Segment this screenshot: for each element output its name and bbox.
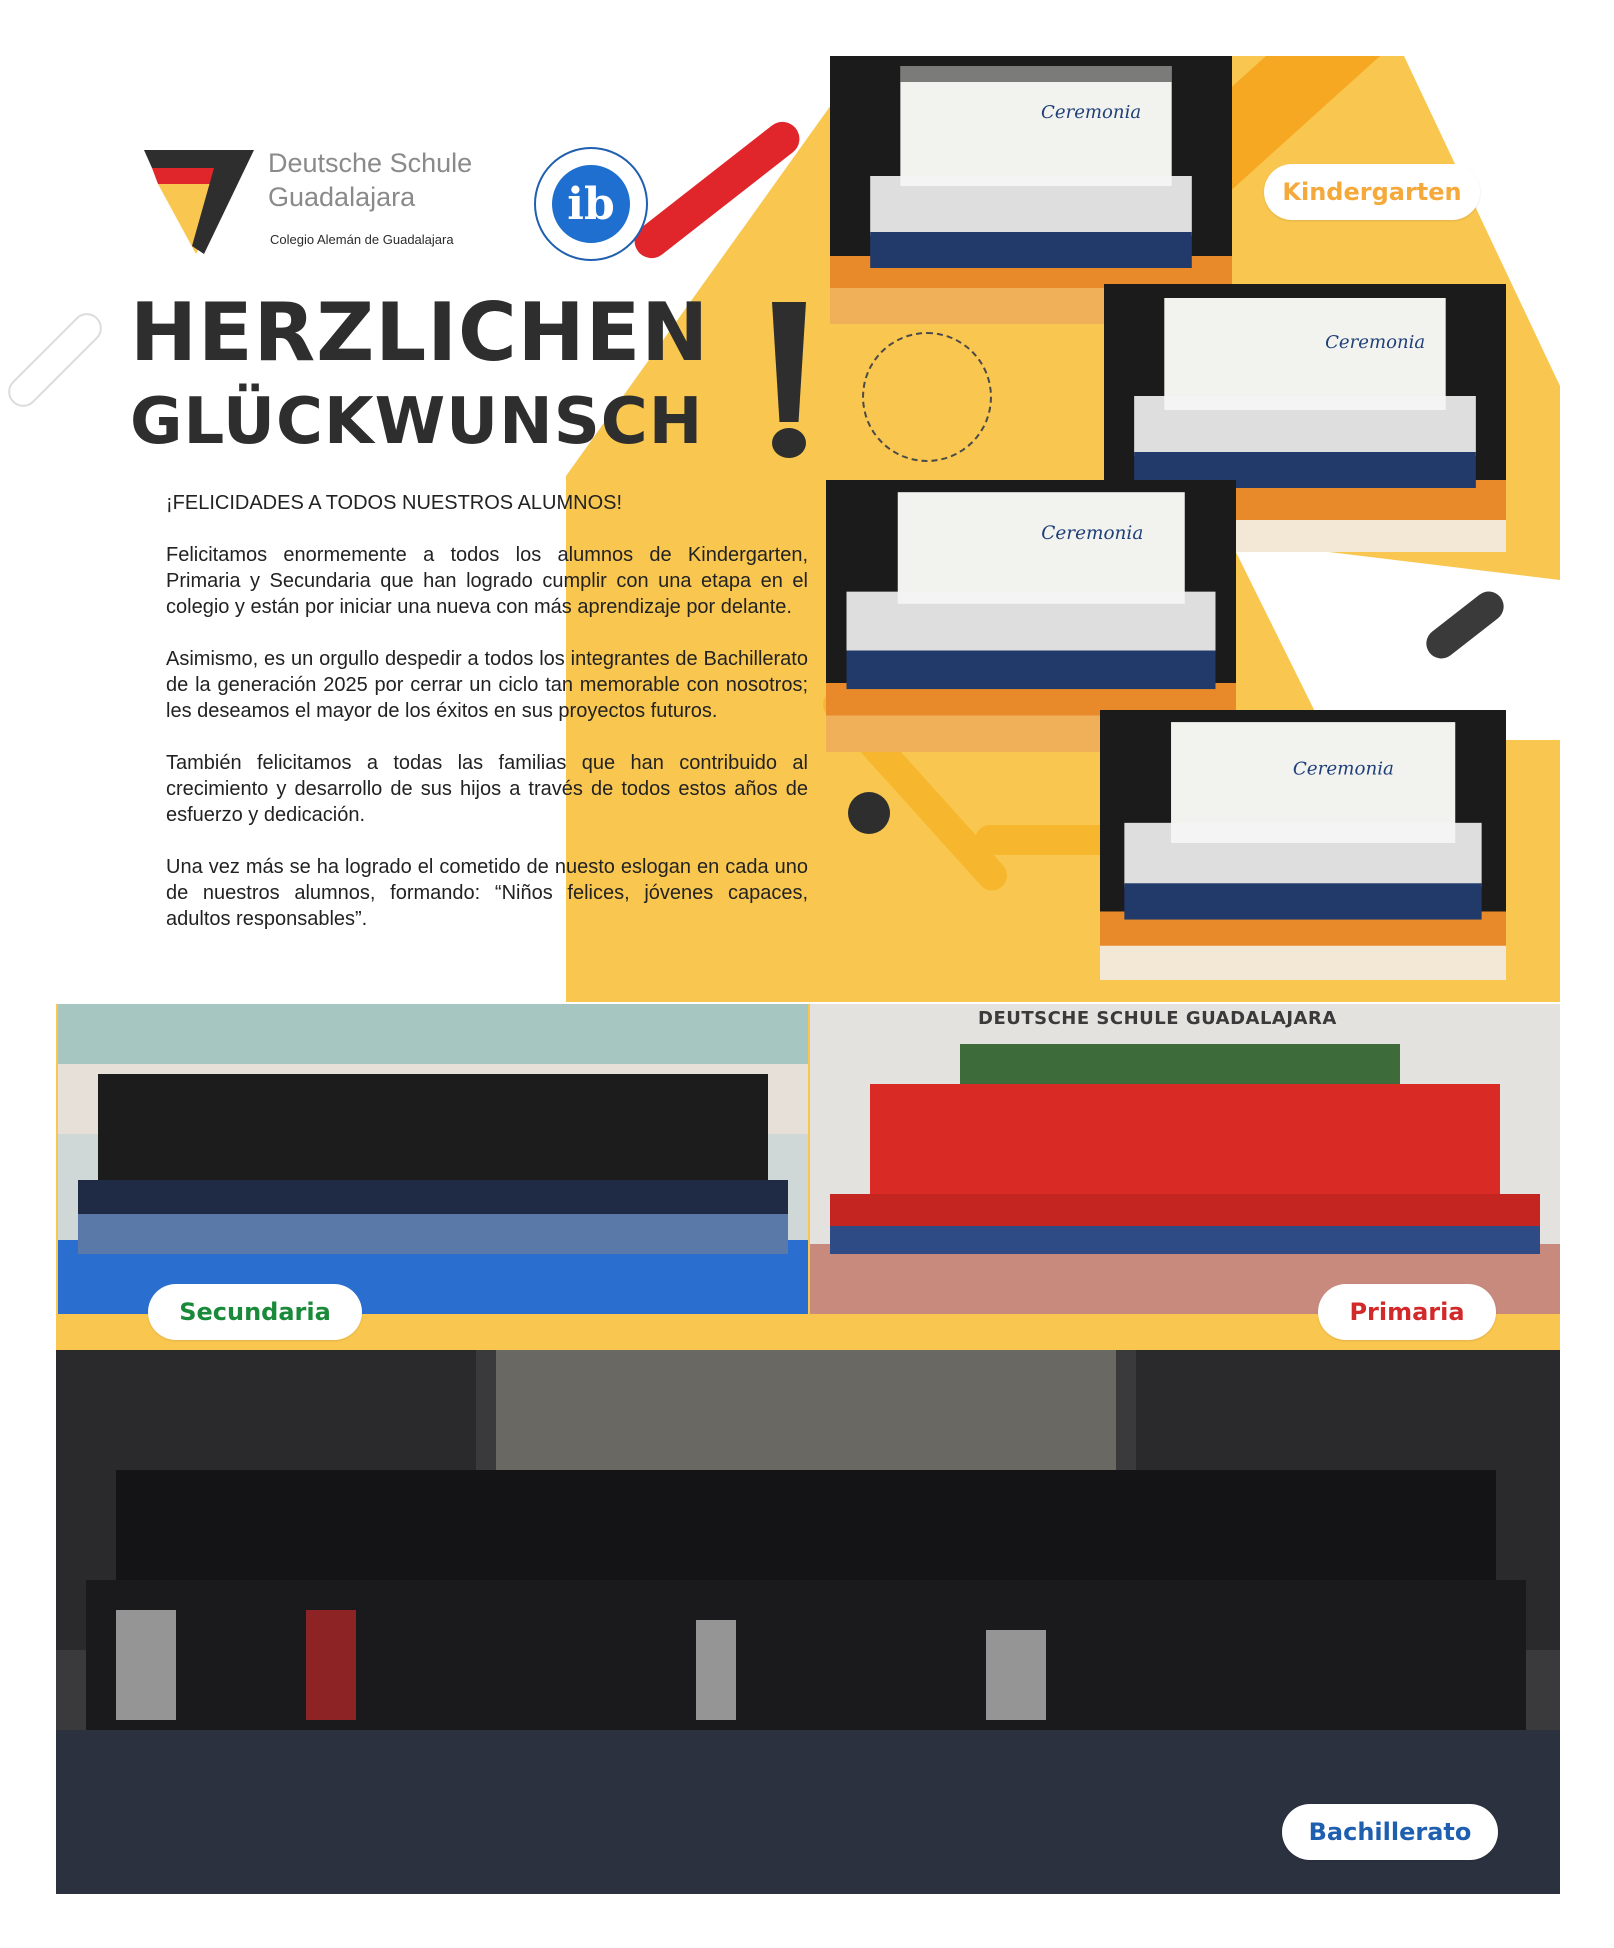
primaria-group-photo [810, 1004, 1560, 1314]
decorative-dashed-circle [862, 332, 992, 462]
secundaria-group-photo [58, 1004, 808, 1314]
body-paragraph: Una vez más se ha logrado el cometido de nuesto eslogan en cada uno de nuestros alumnos, formando: “Niños felices, jóvenes capaces, adultos responsables”. [166, 856, 808, 930]
ceremony-banner-text: Ceremonia [1292, 758, 1394, 780]
school-sign-text: DEUTSCHE SCHULE GUADALAJARA [978, 1008, 1337, 1029]
body-paragraph: También felicitamos a todas las familias que han contribuido al crecimiento y desarrollo de sus hijos a través de todos estos años de esfuerzo y dedicación. [166, 752, 808, 826]
body-lead: ¡FELICIDADES A TODOS NUESTROS ALUMNOS! [166, 492, 623, 514]
decorative-outline-bar [2, 307, 108, 413]
body-text [166, 490, 808, 958]
secundaria-label: Secundaria [148, 1284, 362, 1340]
brand-subtitle: Colegio Alemán de Guadalajara [270, 232, 454, 247]
ib-world-school-seal-icon [530, 143, 652, 265]
kindergarten-photo [1100, 710, 1506, 980]
primaria-label: Primaria [1318, 1284, 1496, 1340]
ceremony-banner-text: Ceremonia [1325, 332, 1426, 353]
headline-line1: HERZLICHEN [130, 286, 710, 379]
bachillerato-label: Bachillerato [1282, 1804, 1498, 1860]
body-paragraph: Asimismo, es un orgullo despedir a todos los integrantes de Bachillerato de la generación 2025 por cerrar un ciclo tan memorable con nosotros; les deseamos el mayor de los éxitos en sus proyectos futuros. [166, 648, 808, 722]
kindergarten-label: Kindergarten [1264, 164, 1480, 220]
brand-name [268, 146, 508, 214]
ceremony-banner-text: Ceremonia [1041, 522, 1144, 544]
ib-letters: ib [567, 179, 615, 230]
ceremony-banner-text: Ceremonia [1041, 102, 1142, 123]
school-logo-icon [144, 150, 254, 260]
body-paragraph: Felicitamos enormemente a todos los alumnos de Kindergarten, Primaria y Secundaria que han logrado cumplir con una etapa en el colegio y están por iniciar una nueva con más aprendizaje por delante. [166, 544, 808, 618]
headline-line2: GLÜCKWUNSCH [130, 385, 704, 459]
decorative-black-dot [848, 792, 890, 834]
brand-name-line1: Deutsche Schule [268, 148, 473, 178]
brand-name-line2: Guadalajara [268, 182, 416, 212]
exclamation-mark-dot [772, 428, 806, 458]
